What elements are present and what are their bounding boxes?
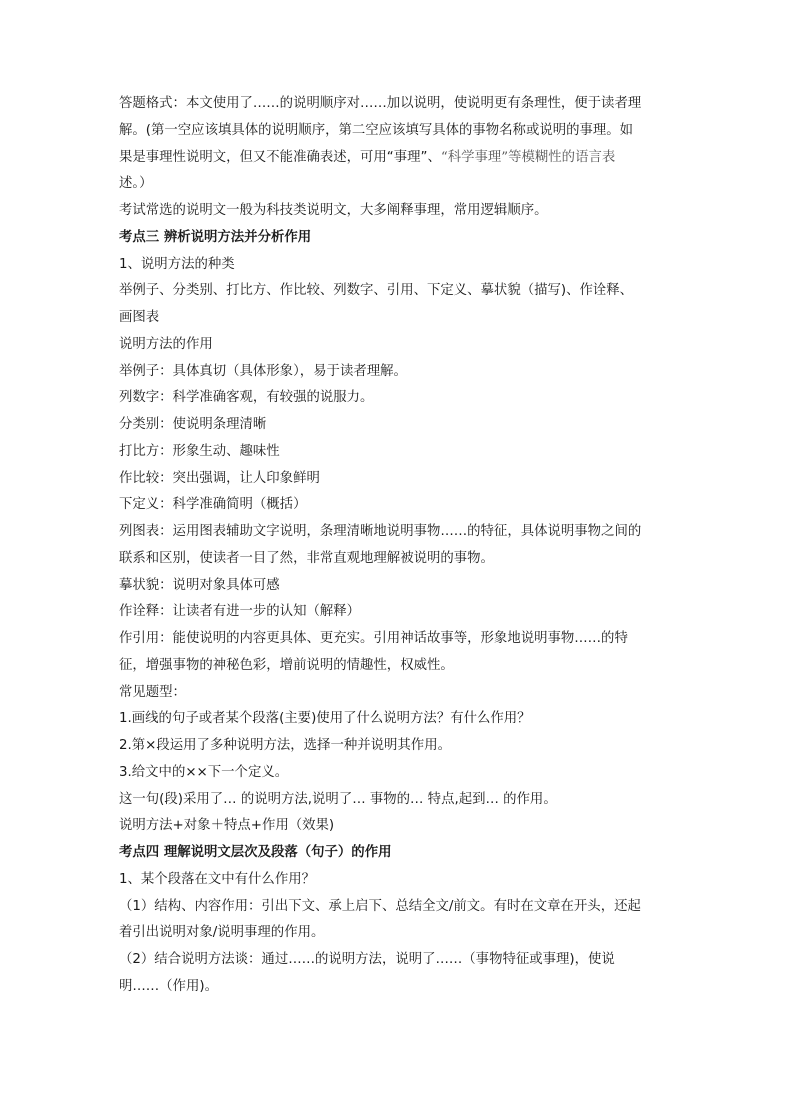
quote-effect-line-1: 作引用：能使说明的内容更具体、更充实。引用神话故事等，形象地说明事物……的特: [119, 631, 628, 646]
common-questions-title: 常见题型：: [119, 684, 186, 700]
chart-effect-line-1: 列图表：运用图表辅助文字说明，条理清晰地说明事物……的特征，具体说明事物之间的: [119, 524, 642, 539]
effect-item: 列数字：科学准确客观，有较强的说服力。: [119, 390, 374, 406]
effect-item: 下定义：科学准确简明（概括）: [119, 497, 307, 513]
answer-format-line-4: 述。）: [119, 176, 153, 192]
answer-format-line-3: [119, 145, 679, 172]
question-item: 1.画线的句子或者某个段落(主要)使用了什么说明方法？有什么作用？: [119, 711, 531, 727]
quote-effect-line-2: 征，增强事物的神秘色彩，增前说明的情趣性，权威性。: [119, 657, 454, 673]
effect-item: 举例子：具体真切（具体形象），易于读者理解。: [119, 363, 407, 379]
interpret-effect: 作诠释：让读者有进一步的认知（解释）: [119, 604, 361, 620]
chart-effect-line-2: 联系和区别，使读者一目了然，非常直观地理解被说明的事物。: [119, 550, 494, 566]
answer-format-line-2: 解。(第一空应该填具体的说明顺序，第二空应该填写具体的事物名称或说明的事理。如: [119, 122, 634, 138]
answer-format-line-1: 答题格式：本文使用了……的说明顺序对……加以说明，使说明更有条理性，便于读者理: [119, 96, 642, 111]
question-item: 3.给文中的××下一个定义。: [119, 764, 289, 780]
effect-item: 作比较：突出强调，让人印象鲜明: [119, 470, 320, 486]
method-types-line-2: 画图表: [119, 310, 160, 325]
method-effects-title: 说明方法的作用: [119, 336, 213, 352]
answer-format-line-3-quote: “科学事理”等模糊性的语言表: [440, 149, 616, 165]
document-body: [119, 91, 679, 1001]
structure-effect-line-2: 着引出说明对象/说明事理的作用。: [119, 925, 325, 941]
section-4-question-1: 1、某个段落在文中有什么作用？: [119, 871, 315, 887]
describe-effect: 摹状貌：说明对象具体可感: [119, 577, 280, 593]
method-analysis-line-1: （2）结合说明方法谈：通过……的说明方法，说明了……（事物特征或事理)，使说: [119, 952, 615, 967]
structure-effect-line-1: （1）结构、内容作用：引出下文、承上启下、总结全文/前文。有时在文章在开头，还起: [119, 898, 641, 914]
exam-note: 考试常选的说明文一般为科技类说明文，大多阐释事理，常用逻辑顺序。: [119, 203, 548, 218]
section-3-heading: 考点三 辨析说明方法并分析作用: [119, 229, 312, 245]
answer-format-line-3-text: 果是事理性说明文，但又不能准确表述，可用“事理”、: [119, 149, 441, 165]
question-item: 2.第×段运用了多种说明方法，选择一种并说明其作用。: [119, 738, 451, 753]
method-types-title: 1、说明方法的种类: [119, 256, 235, 272]
effect-item: 打比方：形象生动、趣味性: [119, 443, 280, 459]
effect-item: 分类别：使说明条理清晰: [119, 417, 267, 432]
method-analysis-line-2: 明……（作用)。: [119, 978, 218, 994]
answer-template: 这一句(段)采用了… 的说明方法,说明了… 事物的… 特点,起到… 的作用。: [119, 791, 557, 807]
method-types-line-1: 举例子、分类别、打比方、作比较、列数字、引用、下定义、摹状貌（描写)、作诠释、: [119, 283, 634, 299]
answer-formula: 说明方法+对象＋特点+作用（效果): [119, 818, 335, 834]
section-4-heading: 考点四 理解说明文层次及段落（句子）的作用: [119, 845, 392, 860]
